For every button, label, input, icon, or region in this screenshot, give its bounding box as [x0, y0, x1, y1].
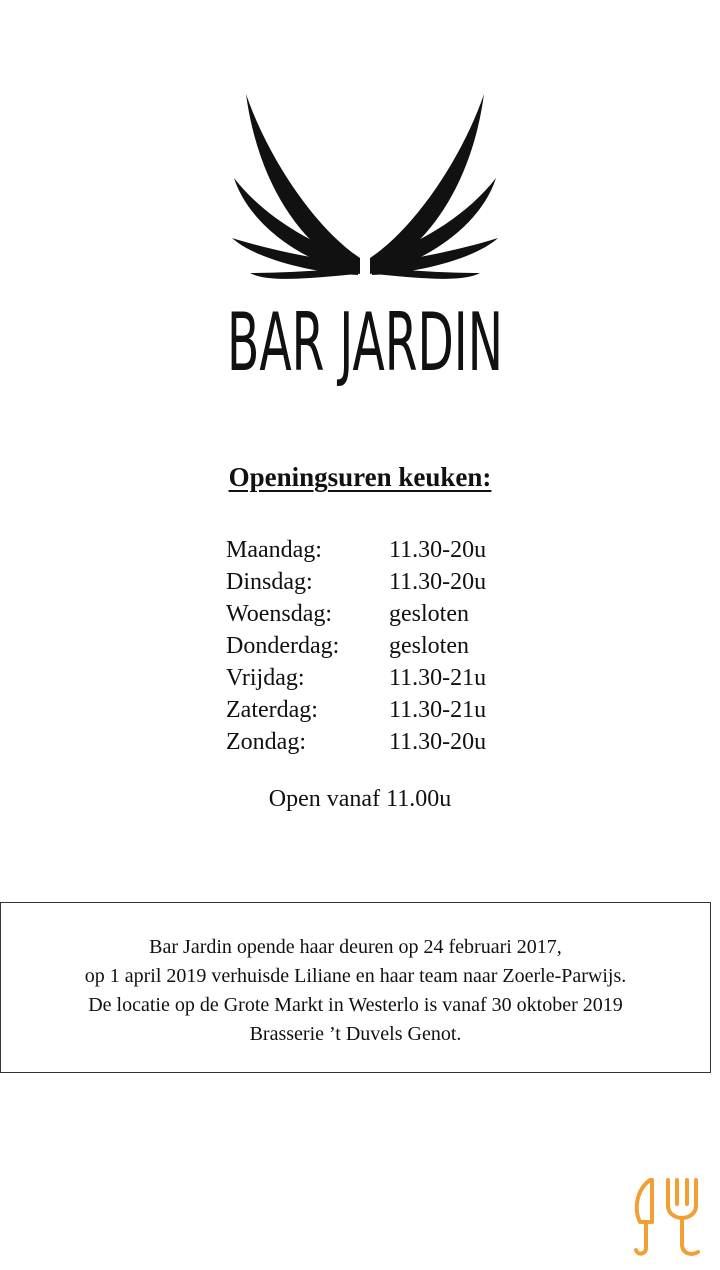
brand-name: BAR JARDIN: [227, 297, 503, 390]
day-label: Maandag:: [226, 537, 322, 563]
info-line: De locatie op de Grote Markt in Westerlo is vanaf 30 oktober 2019: [88, 993, 623, 1016]
time-value: gesloten: [389, 601, 469, 627]
day-label: Zondag:: [226, 729, 306, 755]
time-value: 11.30-20u: [389, 569, 487, 595]
hours-row-sunday: [226, 726, 546, 758]
day-label: Vrijdag:: [226, 665, 305, 691]
fork-knife-icon: [630, 1176, 704, 1260]
hours-row-monday: [226, 534, 546, 566]
bar-jardin-logo: [220, 88, 510, 390]
info-line: Brasserie ’t Duvels Genot.: [249, 1022, 462, 1045]
time-value: 11.30-21u: [389, 665, 487, 691]
time-value: 11.30-20u: [389, 729, 487, 755]
hours-row-wednesday: [226, 598, 546, 630]
hours-row-saturday: [226, 694, 546, 726]
hours-row-thursday: [226, 630, 546, 662]
opening-hours-list: [226, 534, 546, 758]
hours-row-friday: [226, 662, 546, 694]
time-value: gesloten: [389, 633, 469, 659]
history-info-box: [0, 902, 711, 1073]
hours-row-tuesday: [226, 566, 546, 598]
info-line: op 1 april 2019 verhuisde Liliane en haar team naar Zoerle-Parwijs.: [84, 964, 627, 987]
kitchen-hours-heading: Openingsuren keuken:: [228, 462, 492, 492]
info-line: Bar Jardin opende haar deuren op 24 februari 2017,: [149, 935, 562, 958]
time-value: 11.30-21u: [389, 697, 487, 723]
open-from-text: Open vanaf 11.00u: [268, 786, 452, 812]
time-value: 11.30-20u: [389, 537, 487, 563]
day-label: Donderdag:: [226, 633, 340, 659]
wings-icon: [220, 88, 510, 390]
day-label: Dinsdag:: [226, 569, 313, 595]
day-label: Woensdag:: [226, 601, 333, 627]
day-label: Zaterdag:: [226, 697, 318, 723]
